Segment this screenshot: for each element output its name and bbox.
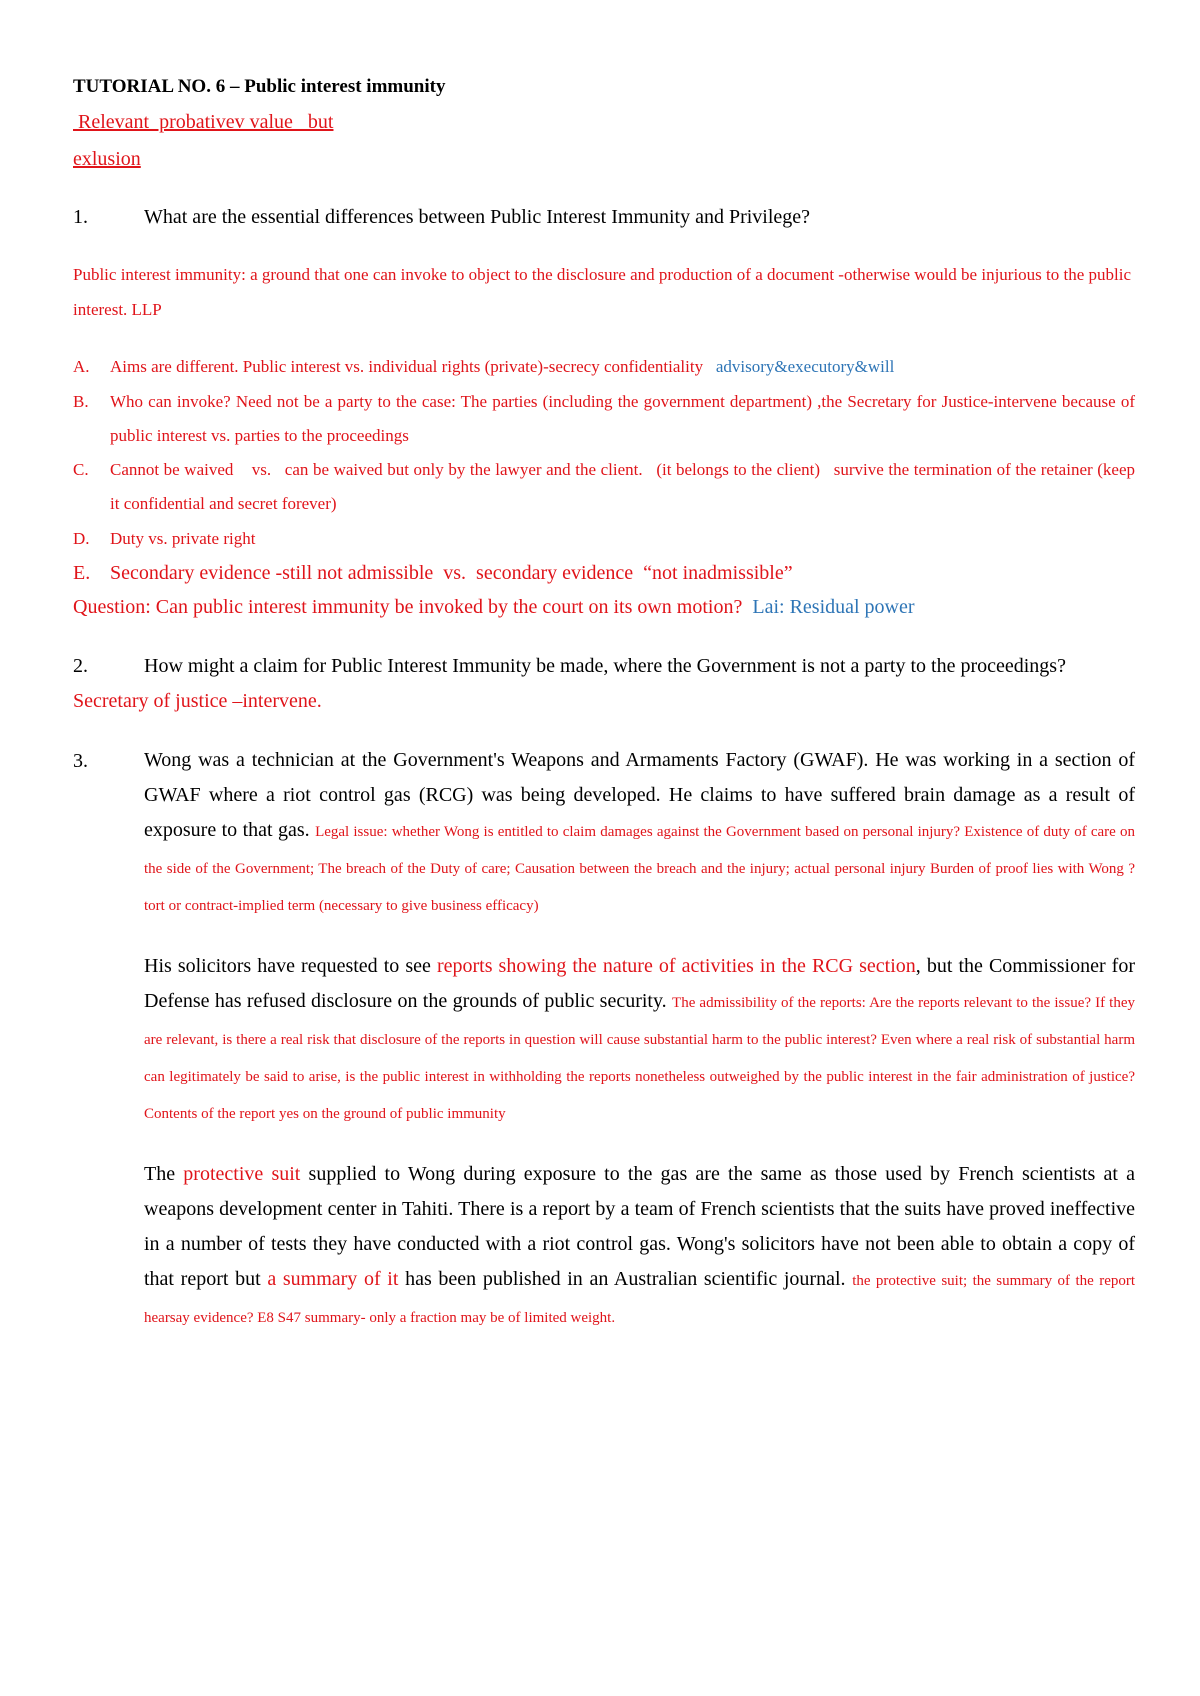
paragraph-text: has been published in an Australian scientific journal. xyxy=(398,1268,846,1290)
q2-answer: Secretary of justice –intervene. xyxy=(73,690,322,712)
q1-followup-question xyxy=(73,590,1135,624)
followup-question-text: Question: Can public interest immunity be invoked by the court on its own motion? xyxy=(73,596,743,618)
item-text: Secondary evidence -still not admissible vs. secondary evidence “not inadmissible” xyxy=(110,562,793,584)
paragraph-annotation: Legal issue: whether Wong is entitled to claim damages against the Government based on personal injury? Existence of duty of care on the side of the Government; The breach of the Duty of care; Causation between the breach and the injury; actual personal injury Burden of proof lies with Wong ? tort or contract-implied term (necessary to give business efficacy) xyxy=(144,824,1136,914)
paragraph-highlight: protective suit xyxy=(183,1163,301,1185)
item-letter: B. xyxy=(73,392,89,411)
paragraph-annotation: The admissibility of the reports: Are the reports relevant to the issue? If they are relevant, is there a real risk that disclosure of the reports in question will cause substantial harm to the public interest? Even where a real risk of substantial harm can legitimately be said to arise, is the public interest in withholding the reports nonetheless outweighed by the public interest in the fair administration of justice? Contents of the report yes on the ground of public immunity xyxy=(144,995,1136,1122)
item-letter: D. xyxy=(73,529,90,548)
answer-item-a xyxy=(73,348,1135,385)
question-3-paragraph-2 xyxy=(144,949,1135,1132)
question-number: 3. xyxy=(73,750,88,772)
question-3-paragraph-3 xyxy=(144,1157,1135,1336)
document-page xyxy=(73,70,1140,1336)
question-number: 2. xyxy=(73,655,88,677)
answer-item-d xyxy=(73,521,1135,556)
question-1 xyxy=(73,199,1135,236)
paragraph-text: His solicitors have requested to see xyxy=(144,955,437,977)
paragraph-highlight: reports showing the nature of activities in the RCG section xyxy=(436,955,916,977)
question-3 xyxy=(73,743,1135,924)
item-letter: A. xyxy=(73,357,90,376)
question-number: 1. xyxy=(73,206,88,228)
paragraph-text: The xyxy=(144,1163,184,1185)
item-text: Cannot be waived vs. can be waived but only by the lawyer and the client. (it belongs to the client) survive the termination of the retainer (keep it confidential and secret forever) xyxy=(110,460,1140,513)
header-note-line-2: exlusion xyxy=(73,148,141,170)
item-text: Who can invoke? Need not be a party to the case: The parties (including the government department) ,the Secretary for Justice-intervene because of public interest vs. parties to the proceedings xyxy=(110,392,1135,445)
question-text: How might a claim for Public Interest Immunity be made, where the Government is not a party to the proceedings? xyxy=(144,655,1066,677)
question-2 xyxy=(73,649,1135,684)
question-text: What are the essential differences between Public Interest Immunity and Privilege? xyxy=(144,206,811,228)
followup-question-extra: Lai: Residual power xyxy=(752,596,915,618)
item-text: Aims are different. Public interest vs. individual rights (private)-secrecy confidentiality xyxy=(110,357,704,376)
answer-item-b xyxy=(73,385,1135,453)
paragraph-annotation: the protective suit; the summary of the report hearsay evidence? E8 S47 summary- only a fraction may be of limited weight. xyxy=(144,1273,1136,1326)
paragraph-text: Wong was a technician at the Government's Weapons and Armaments Factory (GWAF). He was working in a section of GWAF where a riot control gas (RCG) was being developed. He claims to have suffered brain damage as a result of exposure to that gas. xyxy=(144,749,1135,841)
answer-item-c xyxy=(73,453,1140,521)
header-note-line-1: Relevant probativev value but xyxy=(73,111,334,133)
page-title: TUTORIAL NO. 6 – Public interest immunity xyxy=(73,76,446,97)
paragraph-text: supplied to Wong during exposure to the gas are the same as those used by French scientists at a weapons development center in Tahiti. There is a report by a team of French scientists that the suits have proved ineffective in a number of tests they have conducted with a riot control gas. Wong's solicitors have not been able to obtain a copy of that report but xyxy=(144,1163,1136,1290)
item-letter: C. xyxy=(73,460,89,479)
paragraph-text: , but the Commissioner for Defense has refused disclosure on the grounds of public security. xyxy=(144,955,1136,1012)
item-letter: E. xyxy=(73,562,91,584)
item-text: Duty vs. private right xyxy=(110,529,256,548)
question-3-paragraph-1 xyxy=(144,743,1135,924)
paragraph-highlight: a summary of it xyxy=(267,1268,399,1290)
q1-answer-intro: Public interest immunity: a ground that one can invoke to object to the disclosure and production of a document -otherwise would be injurious to the public interest. LLP xyxy=(73,265,1132,319)
answer-item-e xyxy=(73,556,1135,590)
item-extra: advisory&executory&will xyxy=(715,357,895,376)
